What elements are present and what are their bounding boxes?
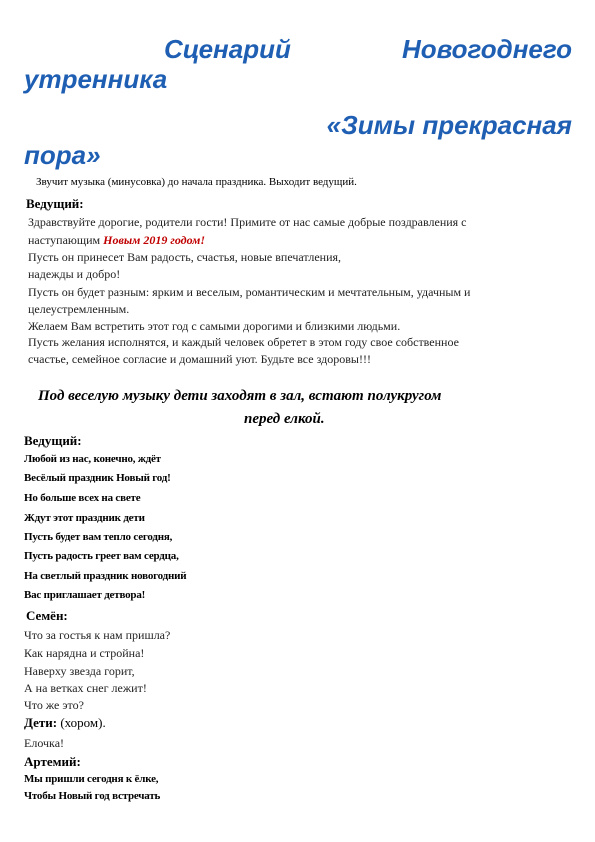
speaker-semyon: Семён: [26, 608, 68, 623]
semyon-line-3: Наверху звезда горит, [24, 664, 135, 678]
subtitle-line-1: «Зимы прекрасная [326, 110, 572, 140]
semyon-line-5: Что же это? [24, 698, 84, 712]
kids-note: (хором). [60, 715, 106, 730]
kids-line [24, 715, 106, 731]
poem-line-2: Весёлый праздник Новый год! [24, 472, 171, 484]
poem-line-5: Пусть будет вам тепло сегодня, [24, 531, 173, 543]
stage-direction-line-2: перед елкой. [244, 411, 325, 427]
artemiy-line-2: Чтобы Новый год встречать [24, 790, 161, 802]
host-line-9: счастье, семейное согласие и домашний уют. Будьте все здоровы!!! [28, 352, 371, 366]
title-block [24, 34, 572, 94]
semyon-line-4: А на ветках снег лежит! [24, 681, 147, 695]
poem-line-4: Ждут этот праздник дети [24, 512, 145, 524]
poem-line-7: На светлый праздник новогодний [24, 570, 187, 582]
host-line-2-pre: наступающим [28, 233, 101, 247]
speaker-host-1: Ведущий: [26, 196, 84, 211]
artemiy-line-1: Мы пришли сегодня к ёлке, [24, 773, 159, 785]
poem-line-3: Но больше всех на свете [24, 492, 141, 504]
subtitle-block [24, 110, 572, 170]
host-line-3: Пусть он принесет Вам радость, счастья, новые впечатления, [28, 250, 342, 264]
speaker-artemiy: Артемий: [24, 754, 81, 769]
host-line-7: Желаем Вам встретить этот год с самыми дорогими и близкими людьми. [28, 319, 401, 333]
intro-note: Звучит музыка (минусовка) до начала праздника. Выходит ведущий. [36, 176, 357, 188]
stage-direction-line-1: Под веселую музыку дети заходят в зал, встают полукругом [38, 388, 442, 404]
host-line-4: надежды и добро! [28, 267, 121, 281]
speaker-kids: Дети: [24, 715, 58, 730]
poem-line-6: Пусть радость греет вам сердца, [24, 550, 179, 562]
poem-line-8: Вас приглашает детвора! [24, 589, 146, 601]
title-word-newyear: Новогоднего [401, 34, 572, 64]
title-word-scenario: Сценарий [164, 34, 291, 64]
semyon-line-1: Что за гостья к нам пришла? [24, 628, 171, 642]
host-line-1: Здравствуйте дорогие, родители гости! Примите от нас самые добрые поздравления с [28, 215, 467, 229]
host-line-5: Пусть он будет разным: ярким и веселым, романтическим и мечтательным, удачным и [28, 285, 471, 299]
poem-line-1: Любой из нас, конечно, ждёт [24, 453, 161, 465]
host-line-2 [28, 233, 205, 248]
host-line-8: Пусть желания исполнятся, и каждый человек обретет в этом году свое собственное [28, 335, 459, 349]
semyon-line-2: Как нарядна и стройна! [24, 646, 145, 660]
title-line-1 [24, 34, 572, 64]
subtitle-line-2: пора» [24, 140, 101, 170]
new-year-highlight: Новым 2019 годом! [103, 233, 206, 247]
speaker-host-2: Ведущий: [24, 433, 82, 448]
kids-reply: Елочка! [24, 736, 65, 750]
title-line-2: утренника [24, 64, 168, 94]
host-line-6: целеустремленным. [28, 302, 130, 316]
